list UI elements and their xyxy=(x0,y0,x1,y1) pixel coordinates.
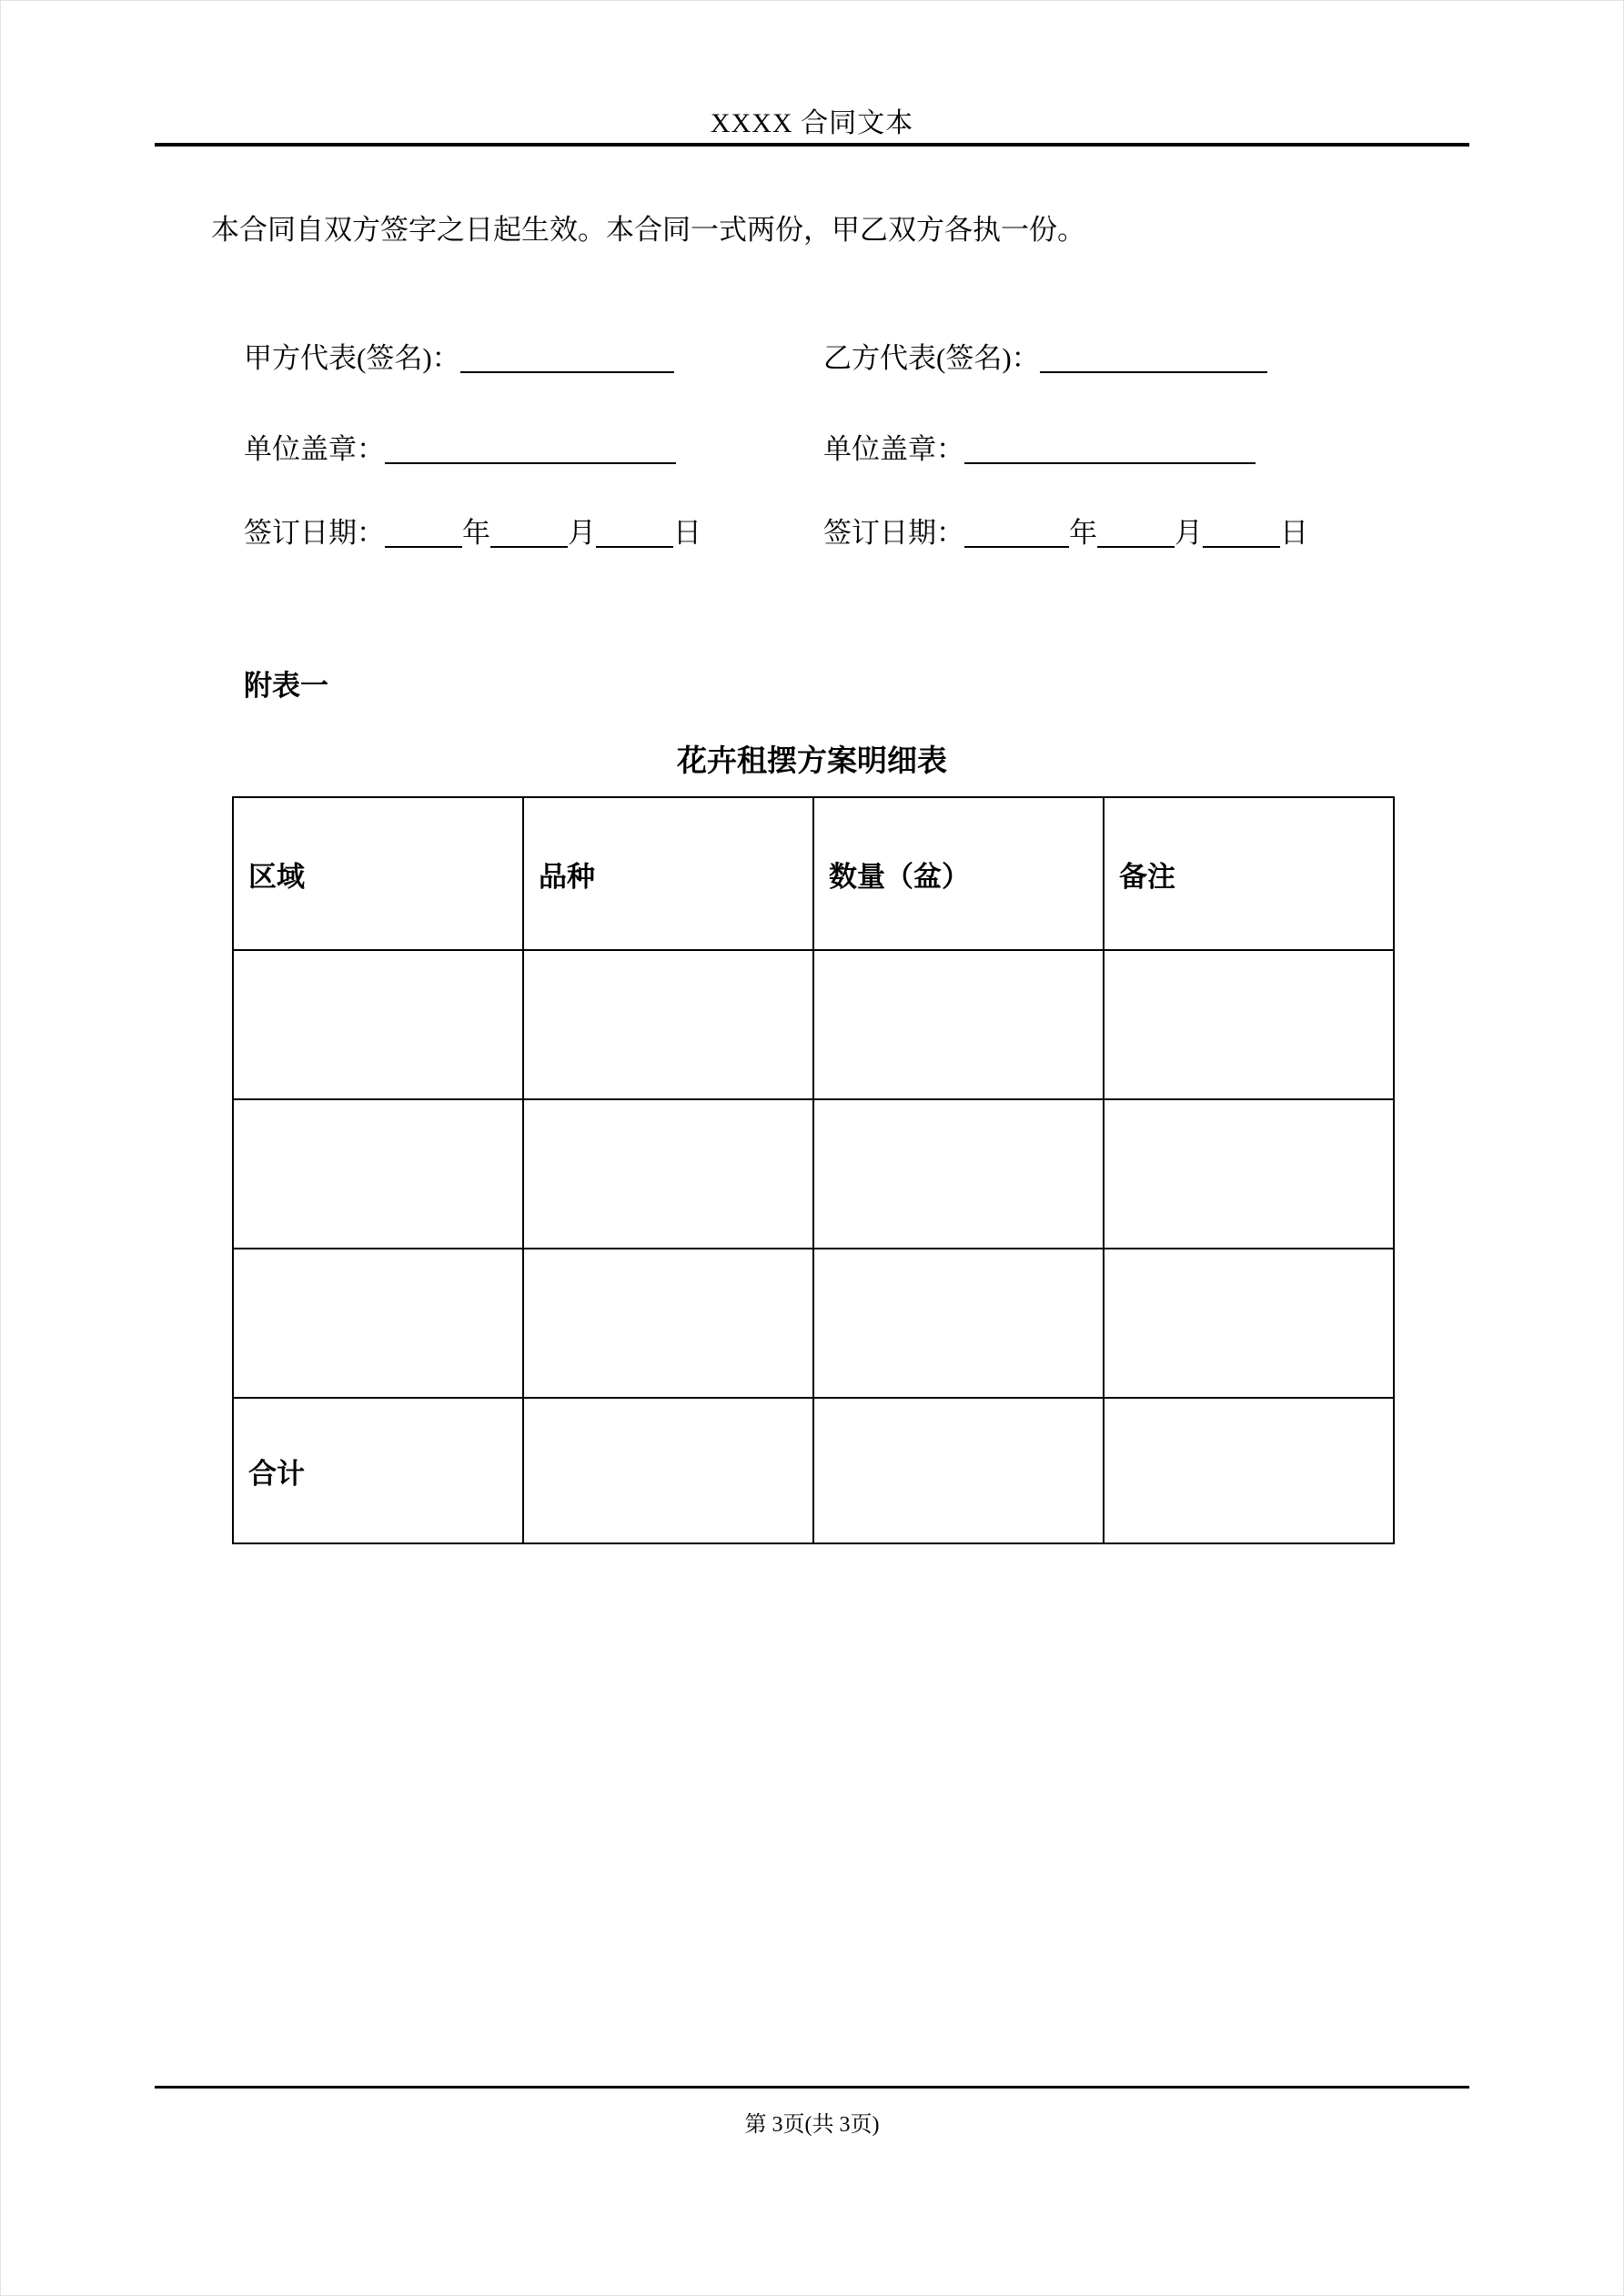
col-header-remarks: 备注 xyxy=(1104,797,1394,950)
total-label-cell: 合计 xyxy=(233,1398,523,1543)
table-header-row xyxy=(233,797,1394,950)
effective-clause-paragraph: 本合同自双方签字之日起生效。本合同一式两份，甲乙双方各执一份。 xyxy=(211,214,1085,246)
party-b-seal-blank xyxy=(964,435,1256,464)
signature-row xyxy=(244,335,1499,376)
party-b-date-label: 签订日期： xyxy=(823,517,964,549)
cell xyxy=(1104,1099,1394,1249)
flower-rental-detail-table xyxy=(232,796,1395,1544)
cell xyxy=(1104,1398,1394,1543)
party-b-day-blank xyxy=(1203,519,1280,548)
page-header-title: XXXX 合同文本 xyxy=(710,108,914,138)
party-b-year-blank xyxy=(964,519,1069,548)
cell xyxy=(523,1099,813,1249)
party-b-month-blank xyxy=(1097,519,1175,548)
cell xyxy=(233,1099,523,1249)
party-b-date xyxy=(823,510,1499,551)
table-row xyxy=(233,1249,1394,1398)
day-unit: 日 xyxy=(673,517,701,549)
cell xyxy=(1104,1249,1394,1398)
party-a-sign xyxy=(244,335,823,376)
day-unit: 日 xyxy=(1280,517,1308,549)
month-unit: 月 xyxy=(568,517,596,549)
cell xyxy=(813,950,1104,1099)
party-a-date-label: 签订日期： xyxy=(244,517,385,549)
table-title: 花卉租摆方案明细表 xyxy=(677,745,947,778)
table-total-row xyxy=(233,1398,1394,1543)
footer-rule xyxy=(155,2086,1469,2089)
party-a-seal-label: 单位盖章： xyxy=(244,433,385,465)
col-header-variety: 品种 xyxy=(523,797,813,950)
party-b-sign-label: 乙方代表(签名)： xyxy=(823,342,1040,374)
header-rule xyxy=(155,143,1469,147)
table-row xyxy=(233,1099,1394,1249)
cell xyxy=(1104,950,1394,1099)
party-a-seal xyxy=(244,426,823,467)
party-b-sign xyxy=(823,335,1499,376)
party-a-seal-blank xyxy=(385,435,676,464)
date-row xyxy=(244,510,1499,551)
year-unit: 年 xyxy=(462,517,490,549)
cell xyxy=(523,950,813,1099)
party-a-month-blank xyxy=(490,519,568,548)
cell xyxy=(233,1249,523,1398)
month-unit: 月 xyxy=(1175,517,1203,549)
party-b-seal-label: 单位盖章： xyxy=(823,433,964,465)
col-header-area: 区域 xyxy=(233,797,523,950)
cell xyxy=(813,1398,1104,1543)
cell xyxy=(813,1099,1104,1249)
cell xyxy=(813,1249,1104,1398)
party-b-sign-blank xyxy=(1040,344,1267,373)
party-b-seal xyxy=(823,426,1499,467)
appendix-heading: 附表一 xyxy=(244,670,328,702)
cell xyxy=(233,950,523,1099)
table-row xyxy=(233,950,1394,1099)
party-a-sign-blank xyxy=(460,344,674,373)
col-header-quantity: 数量（盆） xyxy=(813,797,1104,950)
party-a-sign-label: 甲方代表(签名)： xyxy=(244,342,460,374)
party-a-date xyxy=(244,510,823,551)
year-unit: 年 xyxy=(1069,517,1097,549)
cell xyxy=(523,1249,813,1398)
party-a-day-blank xyxy=(596,519,673,548)
cell xyxy=(523,1398,813,1543)
page-number: 第 3页(共 3页) xyxy=(744,2113,880,2137)
seal-row xyxy=(244,426,1499,467)
party-a-year-blank xyxy=(385,519,462,548)
